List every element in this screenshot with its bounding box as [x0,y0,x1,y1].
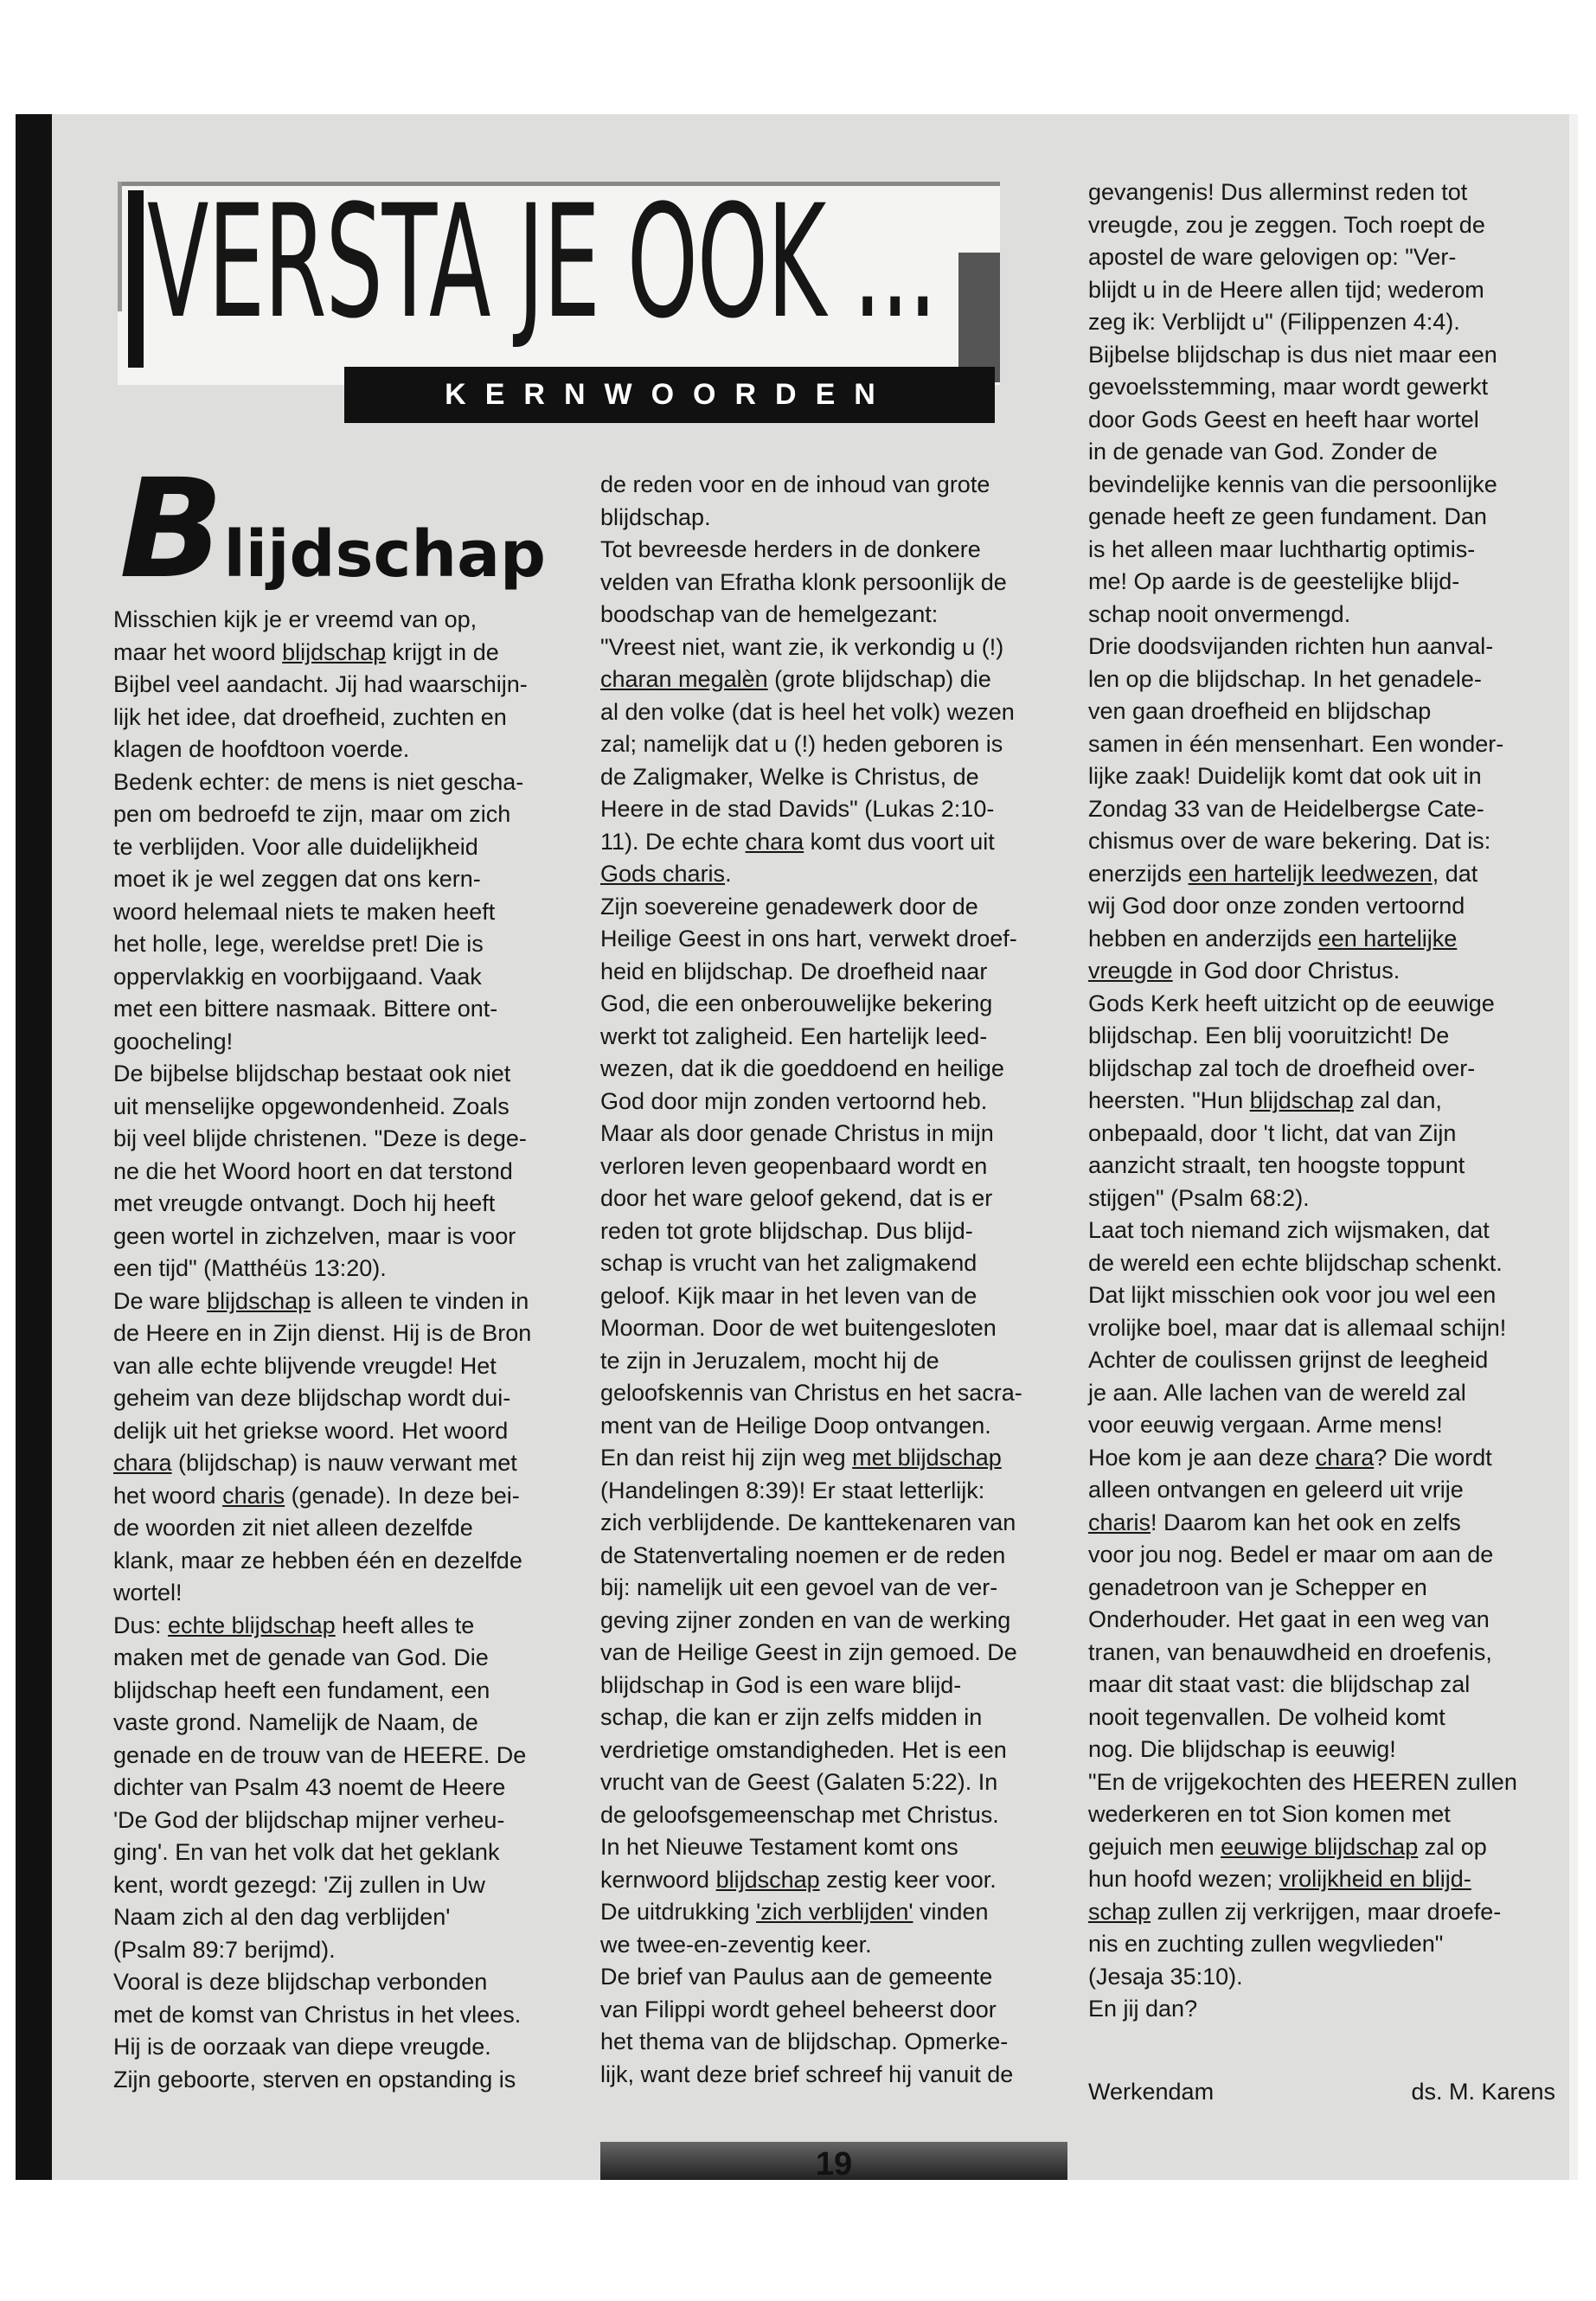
underlined-term: schap [1088,1898,1151,1925]
underlined-term: chara [1315,1444,1375,1471]
article-line: blijdschap. Een blij vooruitzicht! De [1088,1022,1450,1048]
article-line: Dat lijkt misschien ook voor jou wel een [1088,1282,1497,1308]
article-line: kernwoord blijdschap zestig keer voor. [600,1866,997,1893]
article-line: door het ware geloof gekend, dat is er [600,1185,993,1211]
article-line: vaste grond. Namelijk de Naam, de [113,1709,478,1735]
underlined-term: chara [745,828,804,855]
article-line: de Heere en in Zijn dienst. Hij is de Bron [113,1320,532,1346]
article-line: Achter de coulissen grijnst de leegheid [1088,1347,1489,1373]
article-line: maken met de genade van God. Die [113,1644,489,1670]
article-line: geloofskennis van Christus en het sacra- [600,1380,1022,1406]
article-line: je aan. Alle lachen van de wereld zal [1088,1379,1466,1406]
article-line: Dus: echte blijdschap heeft alles te [113,1612,475,1638]
article-line: maar dit staat vast: die blijdschap zal [1088,1671,1471,1697]
article-line: 11). De echte chara komt dus voort uit [600,828,995,855]
underlined-term: 'zich verblijden' [756,1899,913,1925]
article-line: wezen, dat ik die goeddoend en heilige [600,1055,1004,1081]
article-line: vreugde, zou je zeggen. Toch roept de [1088,211,1485,238]
article-line: in de genade van God. Zonder de [1088,439,1438,465]
article-line: geheim van deze blijdschap wordt dui- [113,1385,511,1411]
article-line: alleen ontvangen en geleerd uit vrije [1088,1477,1464,1503]
article-line: blijdschap zal toch de droefheid over- [1088,1054,1476,1081]
article-line: De uitdrukking 'zich verblijden' vinden [600,1899,989,1925]
article-line: heid en blijdschap. De droefheid naar [600,958,988,984]
article-line: voor eeuwig vergaan. Arme mens! [1088,1412,1443,1438]
article-line: God, die een onberouwelijke bekering [600,990,993,1016]
article-line: verdrietige omstandigheden. Het is een [600,1736,1007,1763]
article-line: Misschien kijk je er vreemd van op, [113,606,478,632]
article-line: De bijbelse blijdschap bestaat ook niet [113,1061,511,1086]
article-line: schap, die kan er zijn zelfs midden in [600,1704,983,1730]
article-line: charis! Daarom kan het ook en zelfs [1088,1509,1461,1535]
article-line: kent, wordt gezegd: 'Zij zullen in Uw [113,1871,485,1898]
article-line: ne die het Woord hoort en dat terstond [113,1157,513,1184]
article-line: het woord charis (genade). In deze bei- [113,1482,520,1509]
article-line: lijk het idee, dat droefheid, zuchten en [113,703,507,730]
subtitle-bar [344,367,995,423]
underlined-term: eeuwige blijdschap [1221,1833,1419,1860]
article-line: de Statenvertaling noemen er de reden [600,1541,1006,1568]
article-line: onbepaald, door 't licht, dat van Zijn [1088,1119,1457,1146]
article-line: gevangenis! Dus allerminst reden tot [1088,179,1468,205]
article-line: Bijbelse blijdschap is dus niet maar een [1088,341,1497,368]
article-line: wederkeren en tot Sion komen met [1088,1801,1451,1827]
article-line: vreugde in God door Christus. [1088,958,1401,984]
article-line: Tot bevreesde herders in de donkere [600,536,981,562]
article-line: Onderhouder. Het gaat in een weg van [1088,1606,1490,1632]
article-line: Zijn soevereine genadewerk door de [600,893,978,920]
article-line: (Jesaja 35:10). [1088,1963,1243,1990]
footer-bar [600,2142,1067,2180]
article-line: wortel! [113,1580,183,1606]
article-line: dichter van Psalm 43 noemt de Heere [113,1774,506,1800]
article-line: bij: namelijk uit een gevoel van de ver- [600,1574,998,1600]
article-line: me! Op aarde is de geestelijke blijd- [1088,568,1460,594]
article-line: "Vreest niet, want zie, ik verkondig u (!) [600,633,1004,660]
article-line: hun hoofd wezen; vrolijkheid en blijd- [1088,1866,1471,1892]
title-accent-bar [128,190,144,368]
article-line: Maar als door genade Christus in mijn [600,1120,994,1146]
article-line: schap is vrucht van het zaligmakend [600,1250,977,1276]
article-line: genade heeft ze geen fundament. Dan [1088,503,1487,529]
article-line: verloren leven geopenbaard wordt en [600,1152,988,1179]
article-line: Zijn geboorte, sterven en opstanding is [113,2066,516,2093]
article-line: met de komst van Christus in het vlees. [113,2001,522,2028]
article-line: klank, maar ze hebben één en dezelfde [113,1547,522,1574]
article-line: uit menselijke opgewondenheid. Zoals [113,1093,510,1119]
article-line: Bijbel veel aandacht. Jij had waarschijn- [113,671,528,697]
article-line: Gods Kerk heeft uitzicht op de eeuwige [1088,990,1495,1016]
article-line: al den volke (dat is heel het volk) wezen [600,698,1015,725]
article-line: hebben en anderzijds een hartelijke [1088,925,1458,952]
article-line: voor jou nog. Bedel er maar om aan de [1088,1541,1494,1567]
article-line: Gods charis. [600,861,732,887]
article-line: chismus over de ware bekering. Dat is: [1088,828,1491,854]
article-line: woord helemaal niets te maken heeft [113,898,496,925]
article-line: heersten. "Hun blijdschap zal dan, [1088,1087,1442,1113]
article-line: samen in één mensenhart. Een wonder- [1088,730,1504,757]
article-line: blijdschap heeft een fundament, een [113,1676,490,1703]
article-line: werkt tot zaligheid. Een hartelijk leed- [600,1022,988,1049]
article-line: Drie doodsvijanden richten hun aanval- [1088,633,1494,659]
article-line: de woorden zit niet alleen dezelfde [113,1515,473,1541]
article-line: apostel de ware gelovigen op: "Ver- [1088,244,1457,270]
article-line: is het alleen maar luchthartig optimis- [1088,535,1476,562]
article-line: (Handelingen 8:39)! Er staat letterlijk: [600,1477,985,1503]
article-line: te zijn in Jeruzalem, mocht hij de [600,1347,939,1374]
article-line: Hoe kom je aan deze chara? Die wordt [1088,1444,1492,1471]
article-line: nis en zuchting zullen wegvlieden" [1088,1931,1444,1957]
underlined-term: chara [113,1450,172,1476]
underlined-term: Gods charis [600,861,726,887]
article-line: God door mijn zonden vertoornd heb. [600,1087,988,1114]
article-line: En jij dan? [1088,1996,1198,2022]
article-line: In het Nieuwe Testament komt ons [600,1834,958,1860]
page-number: 19 [815,2146,853,2182]
article-line: het thema van de blijdschap. Opmerke- [600,2029,1009,2054]
article-line: goocheling! [113,1028,234,1054]
article-line: geloof. Kijk maar in het leven van de [600,1282,977,1309]
article-line: blijdschap. [600,503,711,530]
text-column-1 [113,604,580,2096]
underlined-term: blijdschap [282,638,387,665]
article-line: Bedenk echter: de mens is niet gescha- [113,768,524,795]
article-line: van alle echte blijvende vreugde! Het [113,1352,497,1379]
article-line: chara (blijdschap) is nauw verwant met [113,1450,517,1476]
article-line: boodschap van de hemelgezant: [600,601,939,627]
article-line: genade en de trouw van de HEERE. De [113,1741,527,1768]
underlined-term: een hartelijke [1317,925,1458,952]
signature-author: ds. M. Karens [1411,2079,1555,2105]
underlined-term: charan megalèn [600,666,768,692]
article-line: het holle, lege, wereldse pret! Die is [113,931,484,957]
article-line: De brief van Paulus aan de gemeente [600,1964,993,1990]
article-line: 'De God der blijdschap mijner verheu- [113,1806,505,1833]
underlined-term: charis [1088,1509,1151,1535]
article-line: de wereld een echte blijdschap schenkt. [1088,1249,1503,1276]
article-line: delijk uit het griekse woord. Het woord [113,1417,509,1444]
article-line: gejuich men eeuwige blijdschap zal op [1088,1833,1487,1860]
article-line: nooit tegenvallen. De volheid komt [1088,1703,1445,1730]
article-line: blijdschap in God is een ware blijd- [600,1671,962,1698]
article-line: oppervlakkig en voorbijgaand. Vaak [113,963,482,990]
article-line: lijk, want deze brief schreef hij vanuit de [600,2061,1014,2087]
article-line: we twee-en-zeventig keer. [600,1931,872,1958]
article-line: reden tot grote blijdschap. Dus blijd- [600,1217,973,1244]
article-line: klagen de hoofdtoon voerde. [113,736,410,762]
article-line: blijdt u in de Heere allen tijd; wederom [1088,276,1484,303]
article-line: stijgen" (Psalm 68:2). [1088,1184,1310,1211]
column-subtitle: KERNWOORDEN [445,378,894,411]
article-line: gevoelsstemming, maar wordt gewerkt [1088,374,1489,400]
article-line: te verblijden. Voor alle duidelijkheid [113,833,478,860]
article-heading [119,450,547,624]
article-line: van de Heilige Geest in zijn gemoed. De [600,1639,1017,1665]
article-line: (Psalm 89:7 berijmd). [113,1936,336,1963]
heading-initial: B [119,450,224,609]
article-line: door Gods Geest en heeft haar wortel [1088,406,1479,433]
article-line: vrolijke boel, maar dat is allemaal schijn! [1088,1314,1507,1341]
article-line: zich verblijdende. De kanttekenaren van [600,1509,1016,1535]
underlined-term: echte blijdschap [168,1612,336,1638]
article-line: maar het woord blijdschap krijgt in de [113,638,499,665]
article-line: Zondag 33 van de Heidelbergse Cate- [1088,795,1484,822]
article-line: "En de vrijgekochten des HEEREN zullen [1088,1768,1517,1795]
magazine-page [16,114,1578,2180]
underlined-term: charis [222,1482,285,1509]
article-line: van Filippi wordt geheel beheerst door [600,1996,997,2022]
article-line: Hij is de oorzaak van diepe vreugde. [113,2034,491,2060]
article-line: genadetroon van je Schepper en [1088,1574,1427,1600]
article-line: bij veel blijde christenen. "Deze is dege- [113,1125,527,1151]
article-line: geving zijner zonden en van de werking [600,1606,1011,1633]
article-line: ging'. En van het volk dat het geklank [113,1839,500,1865]
article-line: aanzicht straalt, ten hoogste toppunt [1088,1152,1465,1178]
page-right-edge [1569,114,1578,2180]
article-line: tranen, van benauwdheid en droefenis, [1088,1638,1492,1665]
article-line: velden van Efratha klonk persoonlijk de [600,568,1007,595]
title-box-left-line [118,182,122,311]
underlined-term: een hartelijk leedwezen [1188,860,1433,887]
article-line: charan megalèn (grote blijdschap) die [600,666,991,692]
article-line: wij God door onze zonden vertoornd [1088,893,1465,919]
article-line: Moorman. Door de wet buitengesloten [600,1315,997,1341]
article-line: geen wortel in zichzelven, maar is voor [113,1222,516,1249]
article-line: een tijd" (Matthéüs 13:20). [113,1255,387,1281]
underlined-term: met blijdschap [852,1445,1002,1471]
article-line: met een bittere nasmaak. Bittere ont- [113,996,498,1022]
article-line: schap zullen zij verkrijgen, maar droefe- [1088,1898,1502,1925]
column-title: VERSTA JE OOK ... [147,172,937,353]
article-signature [1088,2074,1555,2109]
article-line: bevindelijke kennis van die persoonlijke [1088,471,1497,497]
article-line: zal; namelijk dat u (!) heden geboren is [600,731,1003,757]
article-line: met vreugde ontvangt. Doch hij heeft [113,1190,496,1216]
underlined-term: vreugde [1088,958,1173,984]
article-line: Heilige Geest in ons hart, verwekt droef- [600,926,1017,952]
underlined-term: blijdschap [207,1287,311,1314]
article-line: zeg ik: Verblijdt u" (Filippenzen 4:4). [1088,309,1460,335]
article-line: schap nooit onvermengd. [1088,600,1351,627]
article-line: ment van de Heilige Doop ontvangen. [600,1412,991,1439]
article-line: de reden voor en de inhoud van grote [600,471,990,497]
signature-place: Werkendam [1088,2079,1215,2105]
article-line: de geloofsgemeenschap met Christus. [600,1801,999,1828]
article-line: nog. Die blijdschap is eeuwig! [1088,1736,1396,1762]
article-line: De ware blijdschap is alleen te vinden in [113,1287,529,1314]
article-line: Naam zich al den dag verblijden' [113,1904,451,1930]
heading-rest: lijdschap [223,517,547,592]
underlined-term: vrolijkheid en blijd- [1279,1866,1471,1892]
article-line: Vooral is deze blijdschap verbonden [113,1969,488,1995]
article-line: de Zaligmaker, Welke is Christus, de [600,763,979,790]
underlined-term: blijdschap [715,1866,820,1893]
article-line: pen om bedroefd te zijn, maar om zich [113,801,511,827]
title-shadow [958,253,1000,382]
underlined-term: blijdschap [1249,1087,1354,1113]
article-line: enerzijds een hartelijk leedwezen, dat [1088,860,1478,887]
page-binding-edge [16,114,52,2180]
article-line: len op die blijdschap. In het genadele- [1088,665,1482,692]
article-line: vrucht van de Geest (Galaten 5:22). In [600,1769,998,1795]
article-line: En dan reist hij zijn weg met blijdschap [600,1445,1002,1471]
article-line: moet ik je wel zeggen dat ons kern- [113,866,481,892]
article-line: Heere in de stad Davids" (Lukas 2:10- [600,796,995,822]
article-line: ven gaan droefheid en blijdschap [1088,698,1432,724]
text-column-3 [1088,176,1555,2026]
article-line: lijke zaak! Duidelijk komt dat ook uit in [1088,763,1482,789]
article-line: Laat toch niemand zich wijsmaken, dat [1088,1217,1490,1243]
text-column-2 [600,469,1067,2091]
